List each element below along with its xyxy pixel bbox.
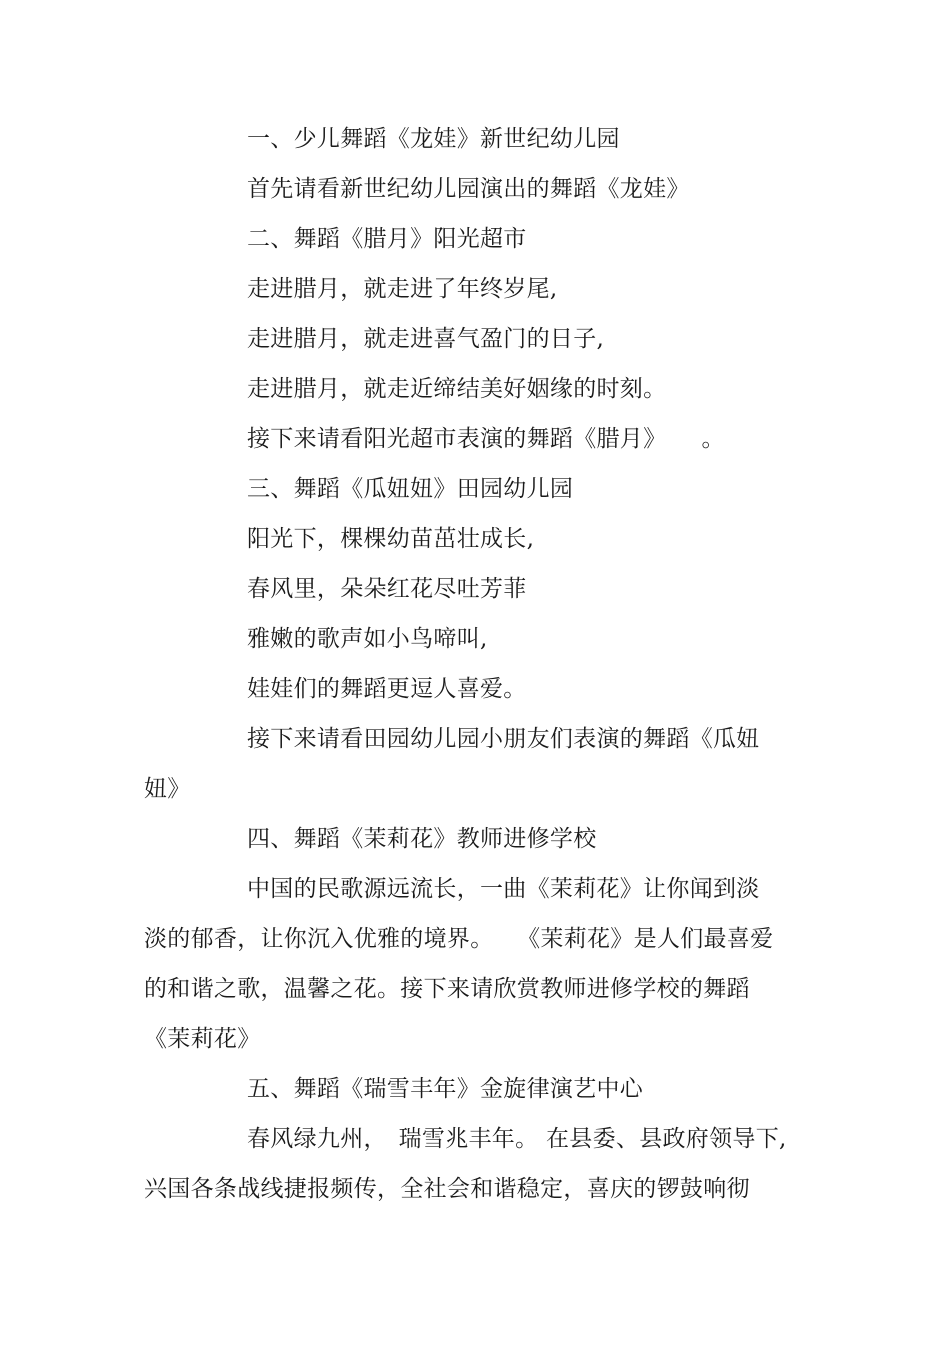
paragraph-line: 首先请看新世纪幼儿园演出的舞蹈《龙娃》 [247, 176, 690, 202]
section-heading-5: 五、舞蹈《瑞雪丰年》金旋律演艺中心 [247, 1076, 644, 1102]
paragraph-line: 淡的郁香，让你沉入优雅的境界。 《茉莉花》是人们最喜爱 [144, 926, 774, 952]
paragraph-line: 妞》 [144, 776, 191, 802]
paragraph-line: 接下来请看田园幼儿园小朋友们表演的舞蹈《瓜妞 [247, 726, 760, 752]
section-heading-2: 二、舞蹈《腊月》阳光超市 [247, 226, 527, 252]
paragraph-line: 《茉莉花》 [144, 1026, 261, 1052]
paragraph-line: 走进腊月，就走近缔结美好姻缘的时刻。 [247, 376, 667, 402]
paragraph-line: 春风绿九州， 瑞雪兆丰年。 在县委、县政府领导下, [247, 1126, 787, 1152]
paragraph-line: 走进腊月，就走进喜气盈门的日子, [247, 326, 605, 352]
paragraph-line: 走进腊月，就走进了年终岁尾, [247, 276, 558, 302]
section-heading-1: 一、少儿舞蹈《龙娃》新世纪幼儿园 [247, 126, 620, 152]
section-heading-3: 三、舞蹈《瓜妞妞》田园幼儿园 [247, 476, 574, 502]
paragraph-line: 阳光下，棵棵幼苗茁壮成长, [247, 526, 535, 552]
paragraph-line: 的和谐之歌，温馨之花。接下来请欣赏教师进修学校的舞蹈 [144, 976, 750, 1002]
paragraph-line: 中国的民歌源远流长，一曲《茉莉花》让你闻到淡 [247, 876, 760, 902]
paragraph-line: 雅嫩的歌声如小鸟啼叫, [247, 626, 488, 652]
paragraph-line: 接下来请看阳光超市表演的舞蹈《腊月》 。 [247, 426, 725, 452]
paragraph-line: 娃娃们的舞蹈更逗人喜爱。 [247, 676, 527, 702]
paragraph-line: 春风里，朵朵红花尽吐芳菲 [247, 576, 527, 602]
paragraph-line: 兴国各条战线捷报频传，全社会和谐稳定，喜庆的锣鼓响彻 [144, 1176, 750, 1202]
section-heading-4: 四、舞蹈《茉莉花》教师进修学校 [247, 826, 597, 852]
